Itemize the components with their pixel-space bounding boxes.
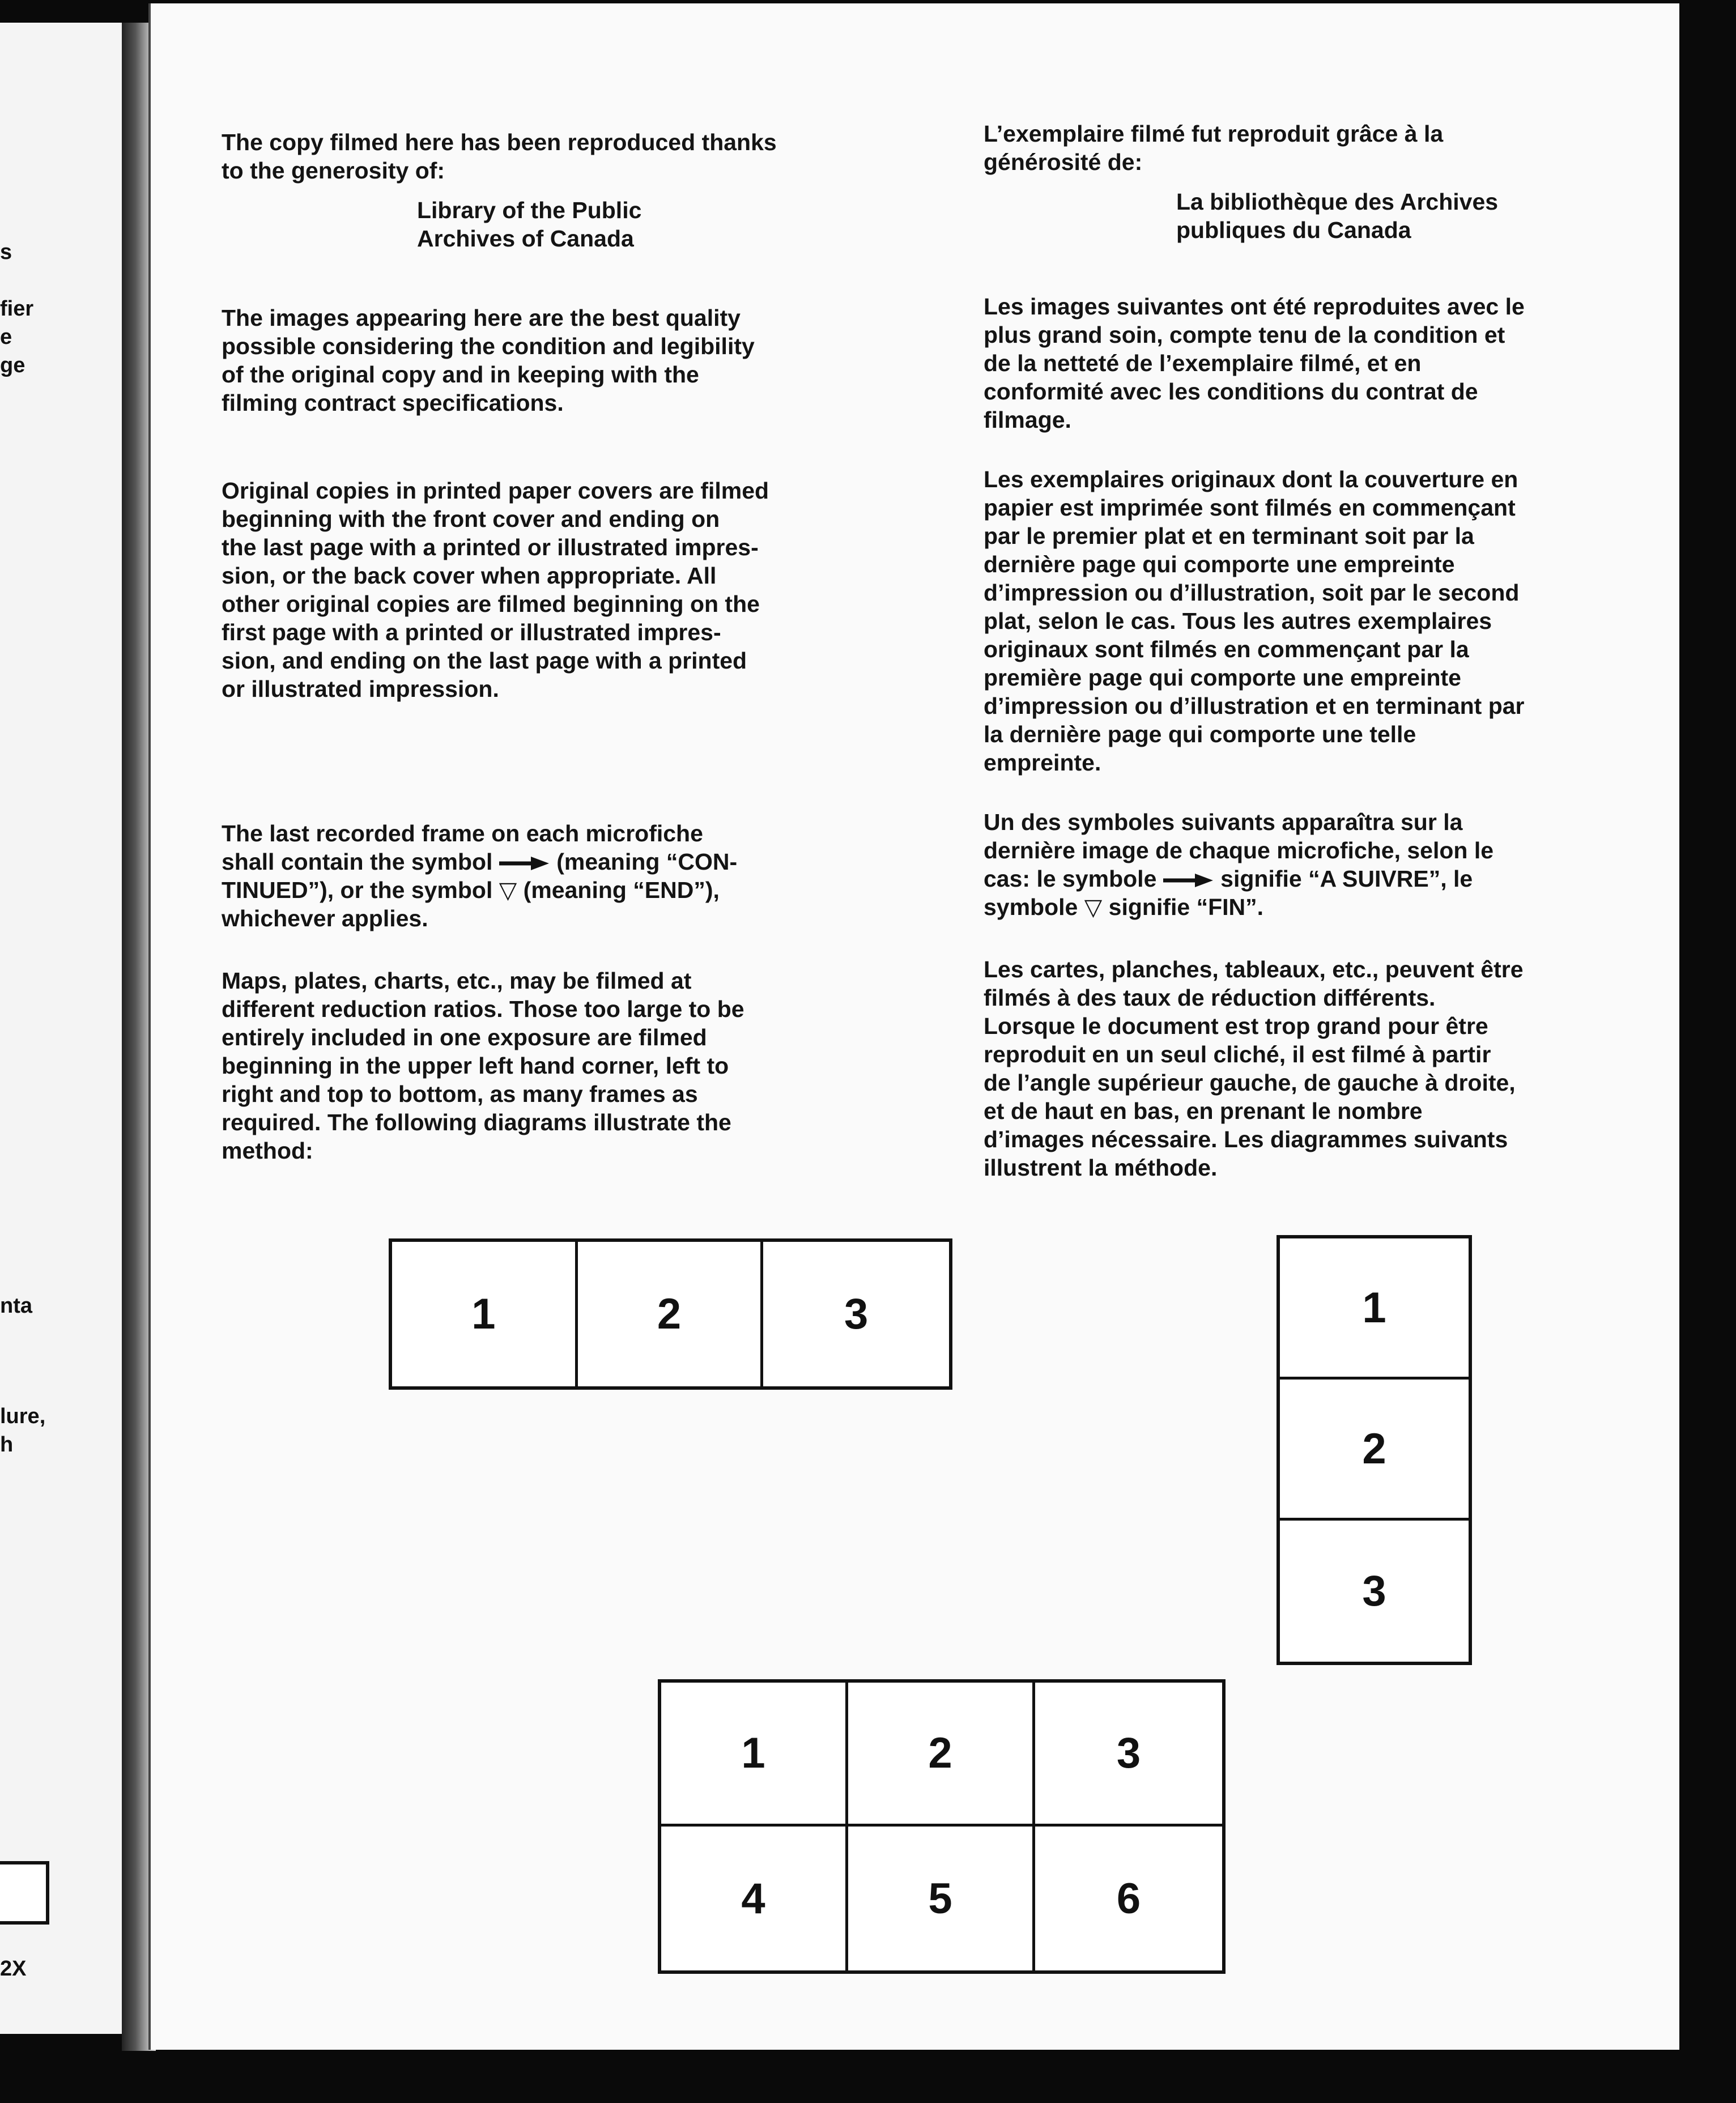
- arrow-right-icon: [1163, 872, 1214, 889]
- diagram-horizontal-frames: [389, 1238, 952, 1390]
- fr-paragraph: L’exemplaire filmé fut reproduit grâce à la générosité de:: [984, 121, 1444, 175]
- frame-cell: 2: [1280, 1380, 1469, 1521]
- frame-cell: 5: [848, 1827, 1035, 1970]
- text-fragment: ge: [0, 354, 25, 377]
- en-acknowledgement: [222, 128, 856, 253]
- fr-paragraph-maps: Les cartes, planches, tableaux, etc., peuvent être filmés à des taux de réduction différents. Lorsque le document est trop grand pour être reproduit en un seul cliché, il est filmé à partir de l’angle supérieur gauche, de gauche à droite, et de haut en bas, en prenant le nombre d’images nécessaire. Les diagrammes suivants illustrent la méthode.: [984, 956, 1524, 1181]
- frame-cell: 2: [848, 1683, 1035, 1827]
- arrow-right-icon: [499, 855, 550, 872]
- frame-cell: 3: [1035, 1683, 1222, 1827]
- fr-paragraph-quality: Les images suivantes ont été reproduites avec le plus grand soin, compte tenu de la condition et de la netteté de l’exemplaire filmé, et en conformité avec les conditions du contrat de filmage.: [984, 293, 1525, 433]
- previous-page-edge: [0, 23, 125, 2034]
- frame-cell: 1: [661, 1683, 848, 1827]
- en-paragraph-covers: Original copies in printed paper covers are filmed beginning with the front cover and ending on the last page with a printed or illustrated impres- sion, or the back cover when appropriate. All other original copies are filmed beginning on the first page with a printed or illustrated impres- sion, and ending on the last page with a printed or illustrated impression.: [222, 478, 769, 702]
- frame-cell: 1: [1280, 1238, 1469, 1380]
- fragment-box: [0, 1861, 49, 1925]
- text-fragment: lure,: [0, 1404, 46, 1428]
- en-paragraph: The copy filmed here has been reproduced thanks to the generosity of:: [222, 129, 777, 184]
- en-paragraph-symbols: The last recorded frame on each microfiche shall contain the symbol (meaning “CON- TINUED”), or the symbol ▽ (meaning “END”), whichever applies.: [222, 820, 738, 931]
- text-fragment: s: [0, 240, 12, 264]
- frame-cell: 6: [1116, 1874, 1141, 1923]
- fr-institution: La bibliothèque des Archives publiques du Canada: [1176, 189, 1499, 243]
- en-institution: Library of the Public Archives of Canada: [417, 197, 642, 252]
- diagram-grid-frames: [658, 1679, 1226, 1974]
- frame-cell: 3: [844, 1290, 869, 1338]
- frame-cell: 1: [392, 1242, 578, 1386]
- en-paragraph-maps: Maps, plates, charts, etc., may be filmed at different reduction ratios. Those too large to be entirely included in one exposure are filmed beginning in the upper left hand corner, left to right and top to bottom, as many frames as required. The following diagrams illustrate the method:: [222, 968, 744, 1164]
- text-fragment: fier: [0, 297, 34, 321]
- fr-paragraph-symbols: Un des symboles suivants apparaîtra sur la dernière image de chaque microfiche, selon le cas: le symbole signifie “A SUIVRE”, le symbole ▽ signifie “FIN”.: [984, 809, 1494, 920]
- text-fragment: 2X: [0, 1957, 27, 1981]
- en-paragraph-quality: The images appearing here are the best quality possible considering the condition and legibility of the original copy and in keeping with the filming contract specifications.: [222, 305, 755, 416]
- text-fragment: nta: [0, 1294, 32, 1318]
- frame-cell: 3: [1362, 1567, 1386, 1615]
- frame-cell: 4: [661, 1827, 848, 1970]
- fr-acknowledgement: [984, 120, 1652, 244]
- diagram-vertical-frames: [1277, 1235, 1472, 1665]
- text-fragment: e: [0, 325, 12, 349]
- fr-paragraph-covers: Les exemplaires originaux dont la couverture en papier est imprimée sont filmés en commençant par le premier plat et en terminant soit par la dernière page qui comporte une empreinte d’impression ou d’illustration, soit par le second plat, selon le cas. Tous les autres exemplaires originaux sont filmés en commençant par la première page qui comporte une empreinte d’impression ou d’illustration et en terminant par la dernière page qui comporte une telle empreinte.: [984, 466, 1525, 776]
- document-page: [148, 3, 1679, 2050]
- text-fragment: h: [0, 1433, 14, 1457]
- frame-cell: 2: [578, 1242, 764, 1386]
